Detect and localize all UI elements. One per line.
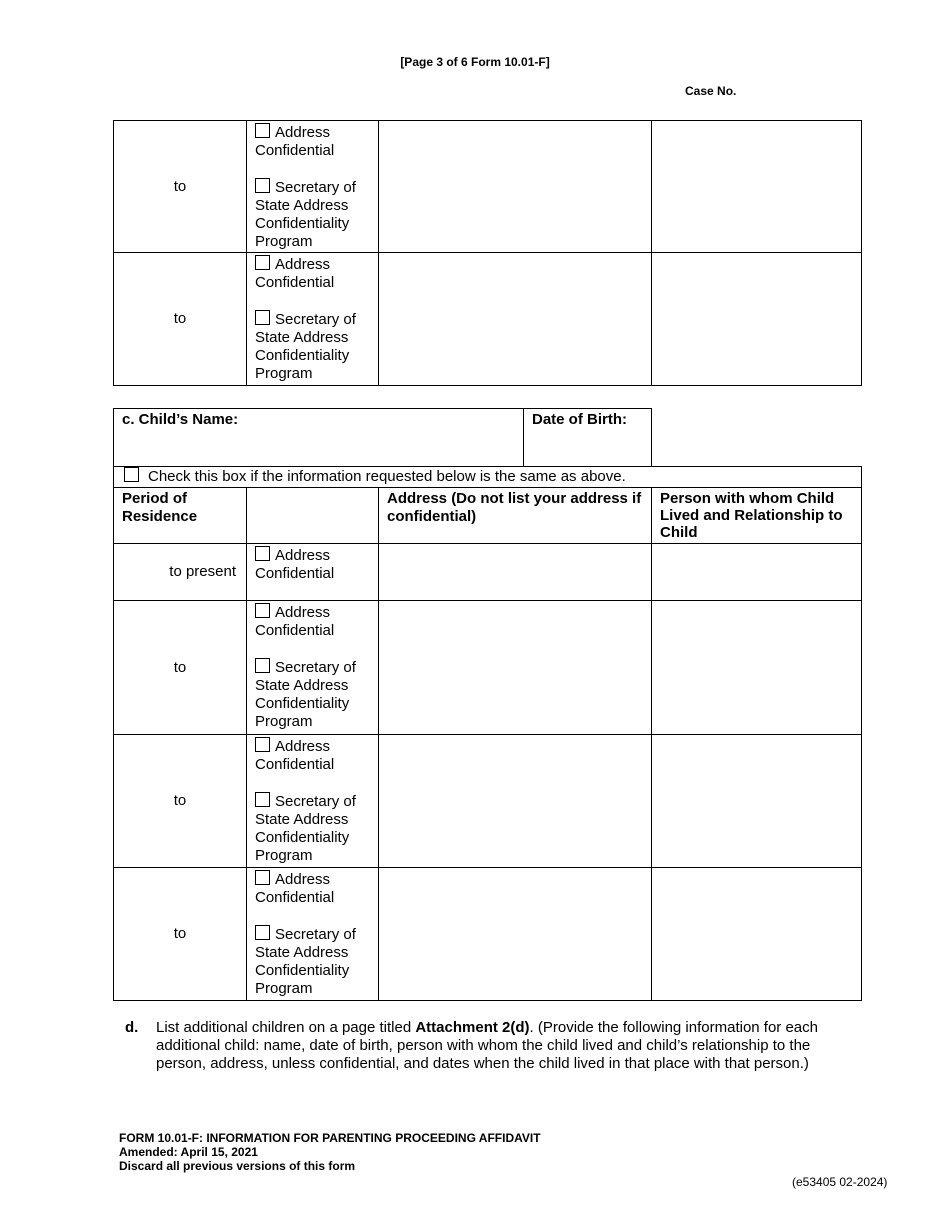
address-cell[interactable] bbox=[379, 868, 652, 1001]
address-confidential-checkbox[interactable] bbox=[255, 737, 270, 752]
form-footer bbox=[119, 1131, 541, 1173]
dob-label: Date of Birth: bbox=[532, 411, 627, 428]
section-d-text bbox=[156, 1019, 855, 1073]
sos-program-label: Secretary of State Address Confidentiality Program bbox=[255, 659, 356, 730]
person-cell[interactable] bbox=[652, 735, 862, 868]
table-row bbox=[114, 544, 862, 601]
footer-discard: Discard all previous versions of this form bbox=[119, 1159, 356, 1173]
same-as-above-checkbox[interactable] bbox=[124, 467, 139, 482]
address-cell[interactable] bbox=[379, 601, 652, 735]
section-d-text-1: List additional children on a page titled bbox=[156, 1019, 416, 1036]
address-cell[interactable] bbox=[379, 735, 652, 868]
dob-field[interactable] bbox=[523, 409, 861, 467]
sos-program-checkbox[interactable] bbox=[255, 792, 270, 807]
child-c-table bbox=[113, 408, 862, 1001]
child-name-label: c. Child’s Name: bbox=[122, 411, 239, 428]
sos-program-label: Secretary of State Address Confidentiality Program bbox=[255, 179, 356, 250]
address-confidential-checkbox[interactable] bbox=[255, 603, 270, 618]
confidential-options bbox=[247, 868, 379, 1001]
address-confidential-checkbox[interactable] bbox=[255, 870, 270, 885]
sos-program-checkbox[interactable] bbox=[255, 658, 270, 673]
address-confidential-label: Address Confidential bbox=[255, 124, 335, 159]
person-cell[interactable] bbox=[652, 253, 862, 386]
case-no-label: Case No. bbox=[685, 84, 737, 98]
same-as-above-row bbox=[114, 467, 862, 488]
person-cell[interactable] bbox=[652, 868, 862, 1001]
attachment-title: Attachment 2(d) bbox=[415, 1019, 530, 1036]
period-cell[interactable]: to bbox=[114, 601, 247, 735]
address-confidential-label: Address Confidential bbox=[255, 738, 335, 773]
table-row bbox=[114, 735, 862, 868]
column-header-row bbox=[114, 488, 862, 544]
col-blank-header bbox=[247, 488, 379, 544]
residence-table-continued bbox=[113, 120, 862, 386]
address-confidential-label: Address Confidential bbox=[255, 256, 335, 291]
section-d-label: d. bbox=[125, 1019, 139, 1036]
person-cell[interactable] bbox=[652, 601, 862, 735]
same-as-above-cell bbox=[114, 467, 862, 488]
section-d-text-2: . (Provide the following information for each additional child: name, date of birth, person with whom the child lived and child’s relationship to the person, address, unless confidential, and dates when the child lived in that place with that person.) bbox=[156, 1019, 818, 1072]
period-cell[interactable]: to present bbox=[114, 544, 247, 601]
sos-program-label: Secretary of State Address Confidentiality Program bbox=[255, 311, 356, 382]
period-cell[interactable]: to bbox=[114, 253, 247, 386]
confidential-options bbox=[247, 601, 379, 735]
period-cell[interactable]: to bbox=[114, 121, 247, 253]
address-cell[interactable] bbox=[379, 121, 652, 253]
section-d bbox=[125, 1019, 855, 1073]
col-person-header: Person with whom Child Lived and Relationship to Child bbox=[652, 488, 862, 544]
col-address-header: Address (Do not list your address if confidential) bbox=[379, 488, 652, 544]
address-cell[interactable] bbox=[379, 544, 652, 601]
confidential-options bbox=[247, 121, 379, 253]
confidential-options bbox=[247, 544, 379, 601]
col-period-header: Period of Residence bbox=[114, 488, 247, 544]
address-cell[interactable] bbox=[379, 253, 652, 386]
sos-program-label: Secretary of State Address Confidentiality Program bbox=[255, 926, 356, 997]
address-confidential-checkbox[interactable] bbox=[255, 546, 270, 561]
sos-program-checkbox[interactable] bbox=[255, 178, 270, 193]
sos-program-label: Secretary of State Address Confidentiality Program bbox=[255, 793, 356, 864]
person-cell[interactable] bbox=[652, 121, 862, 253]
sos-program-checkbox[interactable] bbox=[255, 310, 270, 325]
confidential-options bbox=[247, 735, 379, 868]
table-row bbox=[114, 253, 862, 386]
address-confidential-label: Address Confidential bbox=[255, 547, 335, 582]
table-row bbox=[114, 868, 862, 1001]
period-cell[interactable]: to bbox=[114, 868, 247, 1001]
period-cell[interactable]: to bbox=[114, 735, 247, 868]
table-row bbox=[114, 121, 862, 253]
form-code: (e53405 02-2024) bbox=[792, 1175, 888, 1189]
page-header: [Page 3 of 6 Form 10.01-F] bbox=[400, 55, 550, 69]
address-confidential-checkbox[interactable] bbox=[255, 255, 270, 270]
address-confidential-label: Address Confidential bbox=[255, 871, 335, 906]
sos-program-checkbox[interactable] bbox=[255, 925, 270, 940]
address-confidential-checkbox[interactable] bbox=[255, 123, 270, 138]
same-as-above-label: Check this box if the information requested below is the same as above. bbox=[148, 468, 626, 485]
footer-amended: Amended: April 15, 2021 bbox=[119, 1145, 258, 1159]
confidential-options bbox=[247, 253, 379, 386]
person-cell[interactable] bbox=[652, 544, 862, 601]
footer-form-title: FORM 10.01-F: INFORMATION FOR PARENTING PROCEEDING AFFIDAVIT bbox=[119, 1131, 541, 1145]
table-row bbox=[114, 601, 862, 735]
address-confidential-label: Address Confidential bbox=[255, 604, 335, 639]
